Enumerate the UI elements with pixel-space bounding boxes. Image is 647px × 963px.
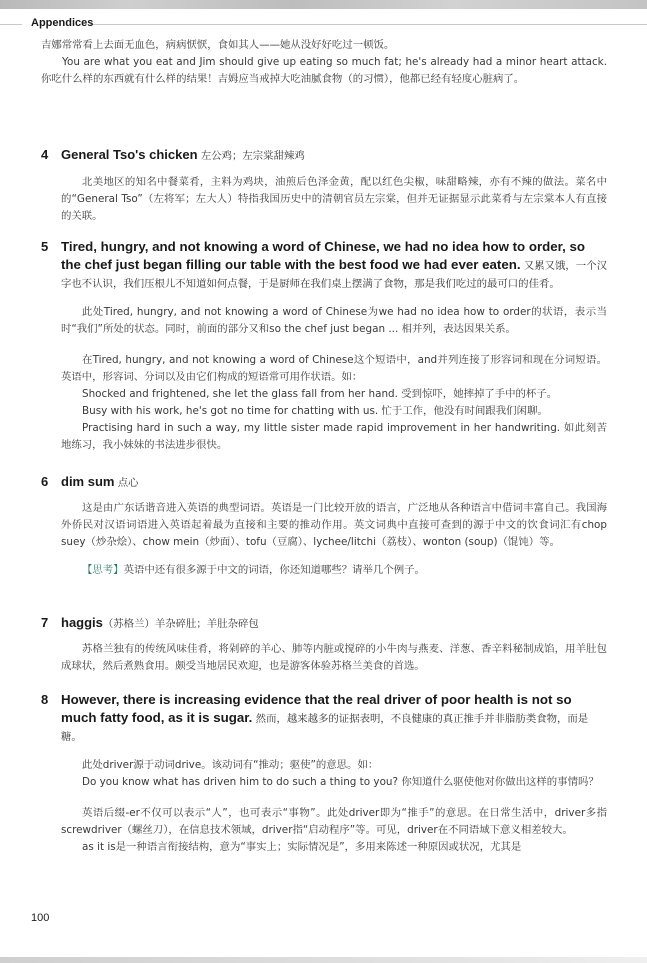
note-paragraph: as it is是一种语言衔接结构，意为“事实上；实际情况是”，多用来陈述一种原因或状况，尤其是 — [82, 841, 522, 853]
note-heading-en: haggis — [61, 615, 103, 630]
note-heading-zh: 又累又饿，一个汉字也不认识，我们压根儿不知道如何点餐，于是厨师在我们桌上摆满了食物，那是我们吃过的最可口的佳肴。 — [61, 260, 607, 290]
note-paragraph: 苏格兰独有的传统风味佳肴，将剁碎的羊心、肺等内脏或搅碎的小牛肉与燕麦、洋葱、香辛料秘制成馅，用羊肚包成球状，然后煮熟食用。颇受当地居民欢迎，也是游客体验苏格兰美食的首选。 — [61, 643, 607, 672]
note-heading-en: General Tso's chicken — [61, 147, 198, 162]
example-sentence: Shocked and frightened, she let the glass fall from her hand. 受到惊吓，她摔掉了手中的杯子。 — [82, 388, 558, 400]
intro-block — [41, 37, 607, 88]
note-paragraph: 北美地区的知名中餐菜肴，主料为鸡块，油煎后色泽金黄，配以红色尖椒，味甜略辣，亦有不辣的做法。菜名中的“General Tso”（左将军；左大人）特指我国历史中的清朝官员左宗棠，但并无证据显示此菜肴与左宗棠本人有直接的关联。 — [61, 176, 607, 222]
example-sentence: Busy with his work, he's got no time for chatting with us. 忙于工作，他没有时间跟我们闲聊。 — [82, 405, 548, 417]
header-rule-right — [90, 24, 647, 25]
note-heading — [41, 691, 607, 746]
note-paragraph: 在Tired, hungry, and not knowing a word of Chinese这个短语中，and并列连接了形容词和现在分词短语。英语中，形容词、分词以及由它们构成的短语常可用作状语。如： — [61, 354, 607, 383]
think-tag-label: 思考 — [92, 564, 114, 576]
top-edge-band — [0, 0, 647, 9]
note-5 — [41, 238, 607, 454]
think-text: 英语中还有很多源于中文的词语，你还知道哪些？请举几个例子。 — [123, 564, 425, 576]
think-tag-open: 【 — [82, 564, 93, 576]
bottom-edge-band — [0, 957, 647, 963]
note-8 — [41, 691, 607, 856]
intro-translation: 吉娜常常看上去面无血色，病病恹恹，食如其人——她从没好好吃过一顿饭。 — [41, 39, 395, 51]
note-heading-en: Tired, hungry, and not knowing a word of Chinese, we had no idea how to order, so the chef just began filling our table with the best food we had ever eaten. — [61, 239, 586, 272]
note-heading — [41, 614, 607, 633]
note-heading — [41, 238, 607, 293]
note-heading-en: dim sum — [61, 474, 115, 489]
note-paragraph: 此处driver源于动词drive。该动词有“推动；驱使”的意思。如： — [82, 759, 379, 771]
intro-example: You are what you eat and Jim should give up eating so much fat; he's already had a minor heart attack. 你吃什么样的东西就有什么样的结果！吉姆应当戒掉大吃油腻食物（的习惯），他都已经有轻度心脏病了。 — [41, 56, 607, 85]
note-6 — [41, 473, 607, 579]
header-rule-left — [0, 24, 22, 25]
note-7 — [41, 614, 607, 675]
note-number: 8 — [41, 692, 49, 707]
note-heading-zh: （苏格兰）羊杂碎肚；羊肚杂碎包 — [102, 618, 259, 630]
running-head: Appendices — [31, 17, 94, 29]
note-number: 7 — [41, 615, 49, 630]
note-heading-zh: 左公鸡；左宗棠甜辣鸡 — [197, 150, 305, 162]
think-prompt — [61, 562, 607, 579]
note-paragraph: 此处Tired, hungry, and not knowing a word of Chinese为we had no idea how to order的状语，表示当时“我们”所处的状态。同时，前面的部分又和so the chef just began ... 相并列，表达因果关系。 — [61, 306, 607, 335]
note-number: 6 — [41, 474, 49, 489]
note-paragraph: 英语后缀-er不仅可以表示“人”，也可表示“事物”。此处driver即为“推手”的意思。在日常生活中，driver多指screwdriver（螺丝刀），在信息技术领域，driver指“启动程序”等。可见，driver在不同语域下意义相差较大。 — [61, 807, 607, 836]
example-sentence: Practising hard in such a way, my little sister made rapid improvement in her handwriting. 如此刻苦地练习，我小妹妹的书法进步很快。 — [61, 422, 607, 451]
example-sentence: Do you know what has driven him to do such a thing to you? 你知道什么驱使他对你做出这样的事情吗？ — [82, 776, 599, 788]
note-heading — [41, 146, 607, 165]
note-heading-zh: 点心 — [114, 477, 139, 489]
note-paragraph: 这是由广东话谐音进入英语的典型词语。英语是一门比较开放的语言，广泛地从各种语言中借词丰富自己。我国海外侨民对汉语词语进入英语起着最为直接和主要的推动作用。英文词典中直接可查到的源于中文的饮食词汇有chop suey（炒杂烩）、chow mein（炒面）、tofu（豆腐）、lychee/litchi（荔枝）、wonton (soup)（馄饨）等。 — [61, 502, 607, 548]
note-number: 5 — [41, 239, 49, 254]
page-number: 100 — [31, 912, 50, 924]
note-heading-zh: 然而，越来越多的证据表明，不良健康的真正推手并非脂肪类食物，而是糖。 — [61, 713, 589, 743]
note-heading — [41, 473, 607, 492]
think-tag-close: 】 — [113, 564, 124, 576]
note-heading-en: However, there is increasing evidence that the real driver of poor health is not so much fatty food, as it is sugar. — [61, 692, 572, 725]
note-number: 4 — [41, 147, 49, 162]
note-4 — [41, 146, 607, 225]
